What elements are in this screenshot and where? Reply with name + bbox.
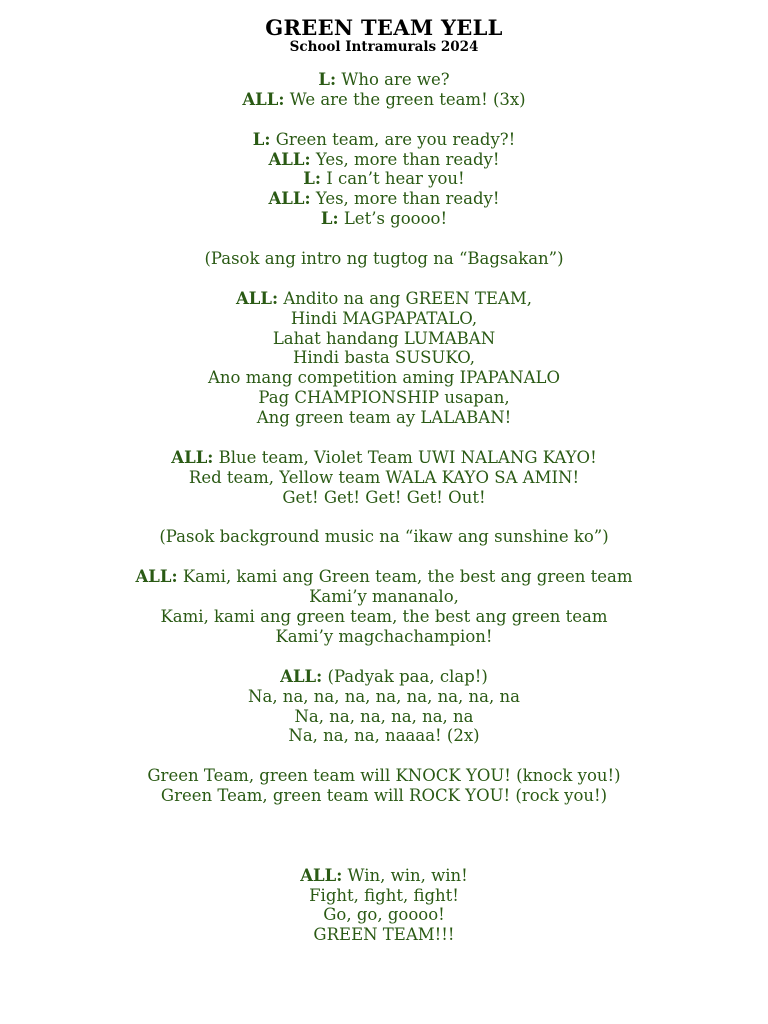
lyric-line (0, 448, 768, 468)
lyric-line (0, 408, 768, 428)
lyric-line (0, 627, 768, 647)
lyric-text: Na, na, na, naaaa! (2x) (288, 726, 480, 746)
lyric-text: Who are we? (336, 70, 450, 89)
lyric-text: Kami’y magchachampion! (275, 626, 493, 646)
lyric-text: Yes, more than ready! (310, 189, 500, 209)
lyric-text: I can’t hear you! (320, 169, 465, 189)
lyric-text: Kami, kami ang Green team, the best ang green team (177, 567, 633, 587)
lyric-line (0, 209, 768, 229)
lyric-line (0, 249, 768, 269)
blank-line (0, 508, 768, 528)
lyric-text: We are the green team! (3x) (284, 89, 526, 109)
lyric-line (0, 587, 768, 607)
lyric-line (0, 368, 768, 388)
lyric-text: Ano mang competition aming IPAPANALO (208, 368, 560, 388)
lyric-text: Green Team, green team will KNOCK YOU! (knock you!) (147, 766, 621, 786)
lyric-text: Yes, more than ready! (310, 149, 500, 169)
lyric-text: Let’s goooo! (338, 209, 448, 229)
lyric-line (0, 150, 768, 170)
lyric-line (0, 726, 768, 746)
lyric-text: Get! Get! Get! Get! Out! (282, 487, 486, 507)
lyric-text: Na, na, na, na, na, na (294, 706, 474, 726)
speaker-label: ALL: (135, 567, 178, 587)
speaker-label: ALL: (242, 89, 285, 109)
lyric-line (0, 488, 768, 508)
speaker-label: ALL: (268, 149, 311, 169)
lyric-line (0, 130, 768, 150)
lyric-text: (Padyak paa, clap!) (322, 666, 488, 686)
blank-line (0, 269, 768, 289)
blank-line (0, 846, 768, 866)
blank-line (0, 428, 768, 448)
lyric-text: Andito na ang GREEN TEAM, (278, 288, 532, 308)
lyric-line (0, 607, 768, 627)
blank-line (0, 746, 768, 766)
lyric-line (0, 925, 768, 945)
document-title: GREEN TEAM YELL (265, 15, 503, 40)
lyric-line (0, 90, 768, 110)
lyric-text: Hindi MAGPAPATALO, (290, 308, 478, 328)
speaker-label: L: (303, 169, 321, 189)
lyric-line (0, 169, 768, 189)
blank-line (0, 229, 768, 249)
lyric-text: Green Team, green team will ROCK YOU! (rock you!) (160, 786, 608, 806)
lyric-line (0, 667, 768, 687)
blank-line (0, 806, 768, 826)
lyric-line (0, 766, 768, 786)
lyric-line (0, 687, 768, 707)
lyric-line (0, 786, 768, 806)
speaker-label: L: (318, 70, 337, 89)
yell-lyrics (0, 70, 768, 945)
lyric-line (0, 468, 768, 488)
lyric-line (0, 309, 768, 329)
lyric-text: Fight, fight, fight! (309, 885, 459, 905)
blank-line (0, 647, 768, 667)
lyric-text: Lahat handang LUMABAN (272, 328, 496, 348)
lyric-line (0, 866, 768, 886)
speaker-label: ALL: (280, 666, 323, 686)
lyric-text: Red team, Yellow team WALA KAYO SA AMIN! (188, 467, 580, 487)
speaker-label: L: (320, 209, 339, 229)
lyric-line (0, 707, 768, 727)
lyric-text: GREEN TEAM!!! (313, 925, 455, 945)
lyric-line (0, 905, 768, 925)
lyric-line (0, 329, 768, 349)
lyric-text: Blue team, Violet Team UWI NALANG KAYO! (213, 447, 597, 467)
lyric-line (0, 388, 768, 408)
lyric-text: Hindi basta SUSUKO, (292, 348, 476, 368)
blank-line (0, 826, 768, 846)
speaker-label: ALL: (171, 447, 214, 467)
lyric-line (0, 289, 768, 309)
lyric-text: Na, na, na, na, na, na, na, na, na (248, 686, 520, 706)
lyric-line (0, 527, 768, 547)
speaker-label: L: (252, 129, 271, 149)
lyric-text: (Pasok background music na “ikaw ang sunshine ko”) (159, 527, 609, 547)
lyric-text: Pag CHAMPIONSHIP usapan, (258, 388, 510, 408)
document-subtitle: School Intramurals 2024 (289, 39, 479, 55)
lyric-line (0, 70, 768, 90)
lyric-text: Green team, are you ready?! (270, 129, 516, 149)
lyric-line (0, 348, 768, 368)
lyric-text: Win, win, win! (342, 865, 468, 885)
lyric-text: Kami’y mananalo, (309, 587, 459, 607)
lyric-line (0, 886, 768, 906)
speaker-label: ALL: (268, 189, 311, 209)
lyric-text: Go, go, goooo! (323, 905, 445, 925)
lyric-text: (Pasok ang intro ng tugtog na “Bagsakan”) (204, 249, 564, 269)
lyric-text: Ang green team ay LALABAN! (256, 408, 512, 428)
speaker-label: ALL: (300, 865, 343, 885)
lyric-text: Kami, kami ang green team, the best ang green team (160, 607, 608, 627)
blank-line (0, 547, 768, 567)
blank-line (0, 110, 768, 130)
lyric-line (0, 189, 768, 209)
speaker-label: ALL: (235, 288, 279, 308)
lyric-line (0, 567, 768, 587)
